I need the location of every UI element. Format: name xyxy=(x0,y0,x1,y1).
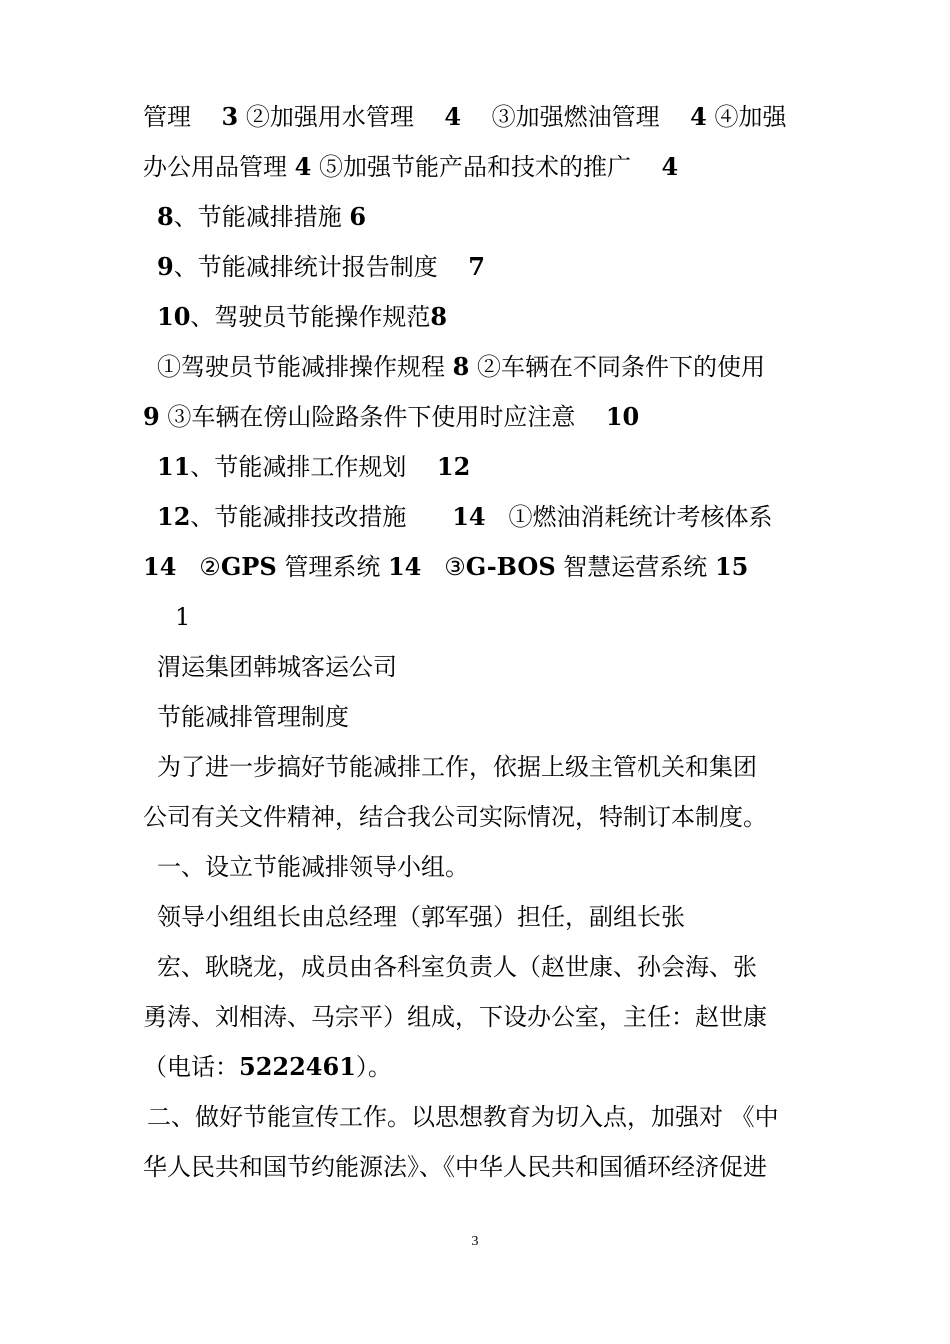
paragraph-line: 二、做好节能宣传工作。以思想教育为切入点，加强对 《中 xyxy=(147,1103,779,1131)
intro-paragraph-line: 为了进一步搞好节能减排工作，依据上级主管机关和集团 xyxy=(157,753,757,781)
paragraph-line: 华人民共和国节约能源法》、《中华人民共和国循环经济促进 xyxy=(143,1153,767,1181)
paragraph-line: （电话：5222461）。 xyxy=(143,1052,392,1081)
company-name: 渭运集团韩城客运公司 xyxy=(157,653,397,681)
toc-line: 管理 3 ②加强用水管理 4 ③加强燃油管理 4 ④加强 xyxy=(143,102,787,131)
toc-page-one: 1 xyxy=(175,603,191,631)
paragraph-line: 勇涛、刘相涛、马宗平）组成，下设办公室，主任：赵世康 xyxy=(143,1003,767,1031)
toc-item-9: 9、节能减排统计报告制度 7 xyxy=(157,252,485,281)
toc-item-10: 10、驾驶员节能操作规范8 xyxy=(157,302,448,331)
paragraph-line: 宏、耿晓龙，成员由各科室负责人（赵世康、孙会海、张 xyxy=(157,953,757,981)
toc-item-11: 11、节能减排工作规划 12 xyxy=(157,452,471,481)
document-title: 节能减排管理制度 xyxy=(157,703,349,731)
toc-line: ①驾驶员节能减排操作规程 8 ②车辆在不同条件下的使用 xyxy=(157,352,765,381)
toc-line: 9 ③车辆在傍山险路条件下使用时应注意 10 xyxy=(143,402,640,431)
toc-item-12: 12、节能减排技改措施 14 ①燃油消耗统计考核体系 xyxy=(157,502,773,531)
toc-item-8: 8、节能减排措施 6 xyxy=(157,202,367,231)
section-heading: 一、设立节能减排领导小组。 xyxy=(157,853,469,881)
paragraph-line: 领导小组组长由总经理（郭军强）担任，副组长张 xyxy=(157,903,685,931)
toc-line: 14 ②GPS 管理系统 14 ③G-BOS 智慧运营系统 15 xyxy=(143,552,749,581)
intro-paragraph-line: 公司有关文件精神，结合我公司实际情况，特制订本制度。 xyxy=(143,803,767,831)
phone-number: 5222461 xyxy=(239,1052,356,1081)
page-number: 3 xyxy=(471,1234,479,1249)
toc-line: 办公用品管理 4 ⑤加强节能产品和技术的推广 4 xyxy=(143,152,679,181)
